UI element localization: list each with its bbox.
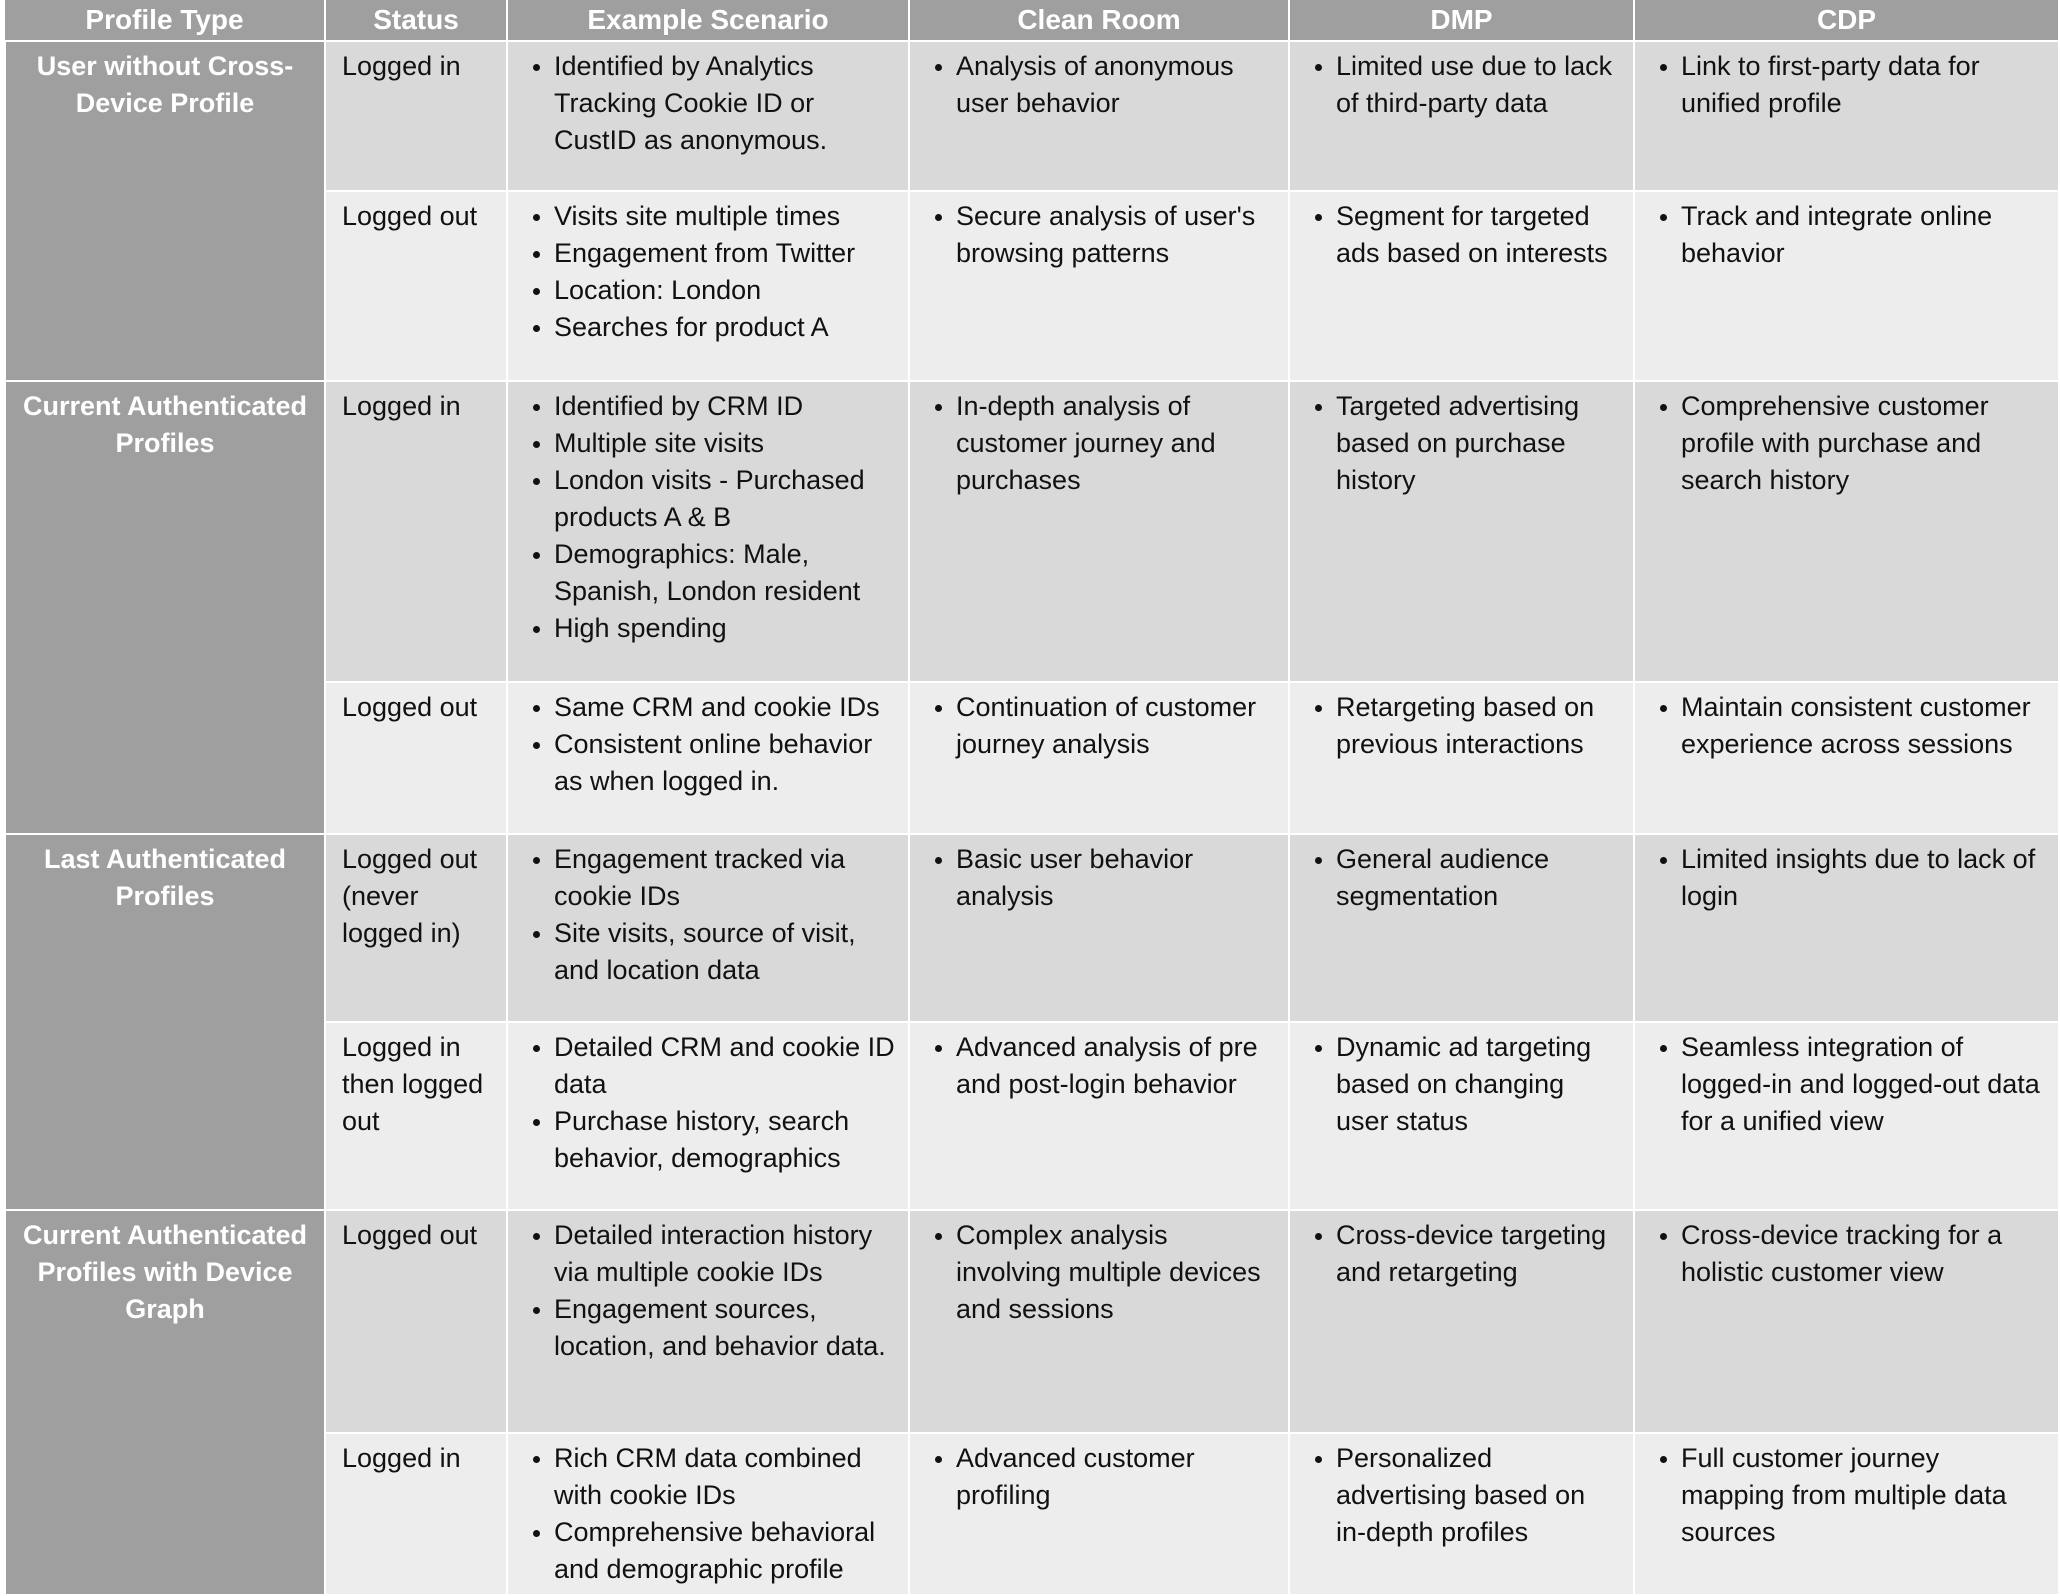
status-cell: Logged in	[325, 41, 507, 191]
bullet-item: • Targeted advertising based on purchase history	[1336, 388, 1621, 499]
status-cell: Logged out (never logged in)	[325, 834, 507, 1022]
header-status: Status	[325, 0, 507, 41]
bullet-list	[524, 388, 896, 647]
bullet-list	[926, 689, 1276, 763]
bullet-list	[926, 198, 1276, 272]
cdp-cell	[1634, 1433, 2059, 1595]
status-cell: Logged out	[325, 1210, 507, 1433]
scenario-cell	[507, 191, 909, 381]
clean-room-cell	[909, 834, 1289, 1022]
bullet-list	[926, 1029, 1276, 1103]
table-row	[5, 381, 2059, 682]
clean-room-cell	[909, 1210, 1289, 1433]
profile-type-cell: Current Authenticated Profiles	[5, 381, 325, 834]
cdp-cell	[1634, 381, 2059, 682]
bullet-item: • Comprehensive behavioral and demographic profile	[554, 1514, 896, 1588]
status-cell: Logged in	[325, 381, 507, 682]
clean-room-cell	[909, 41, 1289, 191]
bullet-list	[524, 1217, 896, 1365]
bullet-item: • Cross-device targeting and retargeting	[1336, 1217, 1621, 1291]
bullet-item: • Continuation of customer journey analysis	[956, 689, 1276, 763]
header-dmp: DMP	[1289, 0, 1634, 41]
bullet-item: • Maintain consistent customer experience across sessions	[1681, 689, 2046, 763]
bullet-item: • In-depth analysis of customer journey and purchases	[956, 388, 1276, 499]
profile-type-cell: User without Cross-Device Profile	[5, 41, 325, 381]
scenario-cell	[507, 834, 909, 1022]
profile-type-cell: Last Authenticated Profiles	[5, 834, 325, 1210]
bullet-list	[524, 48, 896, 159]
dmp-cell	[1289, 1022, 1634, 1210]
bullet-item: • Cross-device tracking for a holistic customer view	[1681, 1217, 2046, 1291]
cdp-cell	[1634, 1210, 2059, 1433]
bullet-item: • Site visits, source of visit, and location data	[554, 915, 896, 989]
bullet-item: • Retargeting based on previous interactions	[1336, 689, 1621, 763]
cdp-cell	[1634, 834, 2059, 1022]
clean-room-cell	[909, 381, 1289, 682]
clean-room-cell	[909, 191, 1289, 381]
bullet-item: • Demographics: Male, Spanish, London resident	[554, 536, 896, 610]
dmp-cell	[1289, 834, 1634, 1022]
scenario-cell	[507, 41, 909, 191]
bullet-list	[1306, 198, 1621, 272]
cdp-cell	[1634, 682, 2059, 834]
bullet-item: • Engagement tracked via cookie IDs	[554, 841, 896, 915]
status-cell: Logged out	[325, 682, 507, 834]
bullet-list	[524, 1440, 896, 1588]
status-cell: Logged out	[325, 191, 507, 381]
bullet-list	[926, 1217, 1276, 1328]
bullet-item: • Multiple site visits	[554, 425, 896, 462]
bullet-item: • Secure analysis of user's browsing patterns	[956, 198, 1276, 272]
bullet-list	[1651, 1440, 2046, 1551]
scenario-cell	[507, 1433, 909, 1595]
bullet-list	[524, 689, 896, 800]
bullet-item: • Detailed CRM and cookie ID data	[554, 1029, 896, 1103]
dmp-cell	[1289, 682, 1634, 834]
header-clean-room: Clean Room	[909, 0, 1289, 41]
bullet-item: • General audience segmentation	[1336, 841, 1621, 915]
bullet-item: • Engagement sources, location, and behavior data.	[554, 1291, 896, 1365]
bullet-item: • Location: London	[554, 272, 896, 309]
bullet-item: • Dynamic ad targeting based on changing user status	[1336, 1029, 1621, 1140]
dmp-cell	[1289, 191, 1634, 381]
bullet-list	[524, 198, 896, 346]
scenario-cell	[507, 1210, 909, 1433]
bullet-item: • Limited use due to lack of third-party data	[1336, 48, 1621, 122]
profile-type-cell: Current Authenticated Profiles with Device Graph	[5, 1210, 325, 1595]
clean-room-cell	[909, 1433, 1289, 1595]
bullet-list	[1651, 388, 2046, 499]
bullet-list	[524, 841, 896, 989]
header-row	[5, 0, 2059, 41]
bullet-list	[1651, 198, 2046, 272]
bullet-item: • Full customer journey mapping from multiple data sources	[1681, 1440, 2046, 1551]
bullet-item: • Advanced analysis of pre and post-login behavior	[956, 1029, 1276, 1103]
profile-comparison-table	[4, 0, 2060, 1596]
bullet-item: • London visits - Purchased products A & B	[554, 462, 896, 536]
dmp-cell	[1289, 1210, 1634, 1433]
bullet-list	[926, 388, 1276, 499]
bullet-list	[1651, 689, 2046, 763]
bullet-list	[1306, 1217, 1621, 1291]
bullet-item: • Basic user behavior analysis	[956, 841, 1276, 915]
scenario-cell	[507, 381, 909, 682]
table-row	[5, 1210, 2059, 1433]
bullet-item: • Engagement from Twitter	[554, 235, 896, 272]
bullet-item: • Detailed interaction history via multiple cookie IDs	[554, 1217, 896, 1291]
bullet-item: • Consistent online behavior as when logged in.	[554, 726, 896, 800]
bullet-item: • Purchase history, search behavior, demographics	[554, 1103, 896, 1177]
bullet-item: • Complex analysis involving multiple devices and sessions	[956, 1217, 1276, 1328]
scenario-cell	[507, 682, 909, 834]
cdp-cell	[1634, 191, 2059, 381]
clean-room-cell	[909, 1022, 1289, 1210]
bullet-item: • Rich CRM data combined with cookie IDs	[554, 1440, 896, 1514]
bullet-list	[926, 48, 1276, 122]
bullet-list	[1306, 1029, 1621, 1140]
status-cell: Logged in then logged out	[325, 1022, 507, 1210]
bullet-item: • Comprehensive customer profile with purchase and search history	[1681, 388, 2046, 499]
bullet-list	[1651, 1029, 2046, 1140]
table-row	[5, 41, 2059, 191]
cdp-cell	[1634, 1022, 2059, 1210]
header-example-scenario: Example Scenario	[507, 0, 909, 41]
bullet-item: • Segment for targeted ads based on interests	[1336, 198, 1621, 272]
bullet-item: • Track and integrate online behavior	[1681, 198, 2046, 272]
bullet-list	[524, 1029, 896, 1177]
header-profile-type: Profile Type	[5, 0, 325, 41]
bullet-list	[1306, 841, 1621, 915]
dmp-cell	[1289, 381, 1634, 682]
bullet-list	[1651, 1217, 2046, 1291]
bullet-item: • Identified by Analytics Tracking Cookie ID or CustID as anonymous.	[554, 48, 896, 159]
bullet-item: • Analysis of anonymous user behavior	[956, 48, 1276, 122]
bullet-list	[1306, 1440, 1621, 1551]
bullet-item: • Link to first-party data for unified profile	[1681, 48, 2046, 122]
bullet-item: • Searches for product A	[554, 309, 896, 346]
header-cdp: CDP	[1634, 0, 2059, 41]
bullet-list	[1306, 48, 1621, 122]
status-cell: Logged in	[325, 1433, 507, 1595]
bullet-item: • Visits site multiple times	[554, 198, 896, 235]
bullet-item: • Identified by CRM ID	[554, 388, 896, 425]
table-row	[5, 834, 2059, 1022]
bullet-list	[926, 841, 1276, 915]
bullet-item: • Seamless integration of logged-in and logged-out data for a unified view	[1681, 1029, 2046, 1140]
dmp-cell	[1289, 1433, 1634, 1595]
scenario-cell	[507, 1022, 909, 1210]
bullet-list	[926, 1440, 1276, 1514]
bullet-item: • High spending	[554, 610, 896, 647]
bullet-list	[1651, 48, 2046, 122]
dmp-cell	[1289, 41, 1634, 191]
bullet-list	[1651, 841, 2046, 915]
bullet-item: • Advanced customer profiling	[956, 1440, 1276, 1514]
bullet-list	[1306, 388, 1621, 499]
bullet-item: • Personalized advertising based on in-depth profiles	[1336, 1440, 1621, 1551]
bullet-item: • Same CRM and cookie IDs	[554, 689, 896, 726]
bullet-list	[1306, 689, 1621, 763]
clean-room-cell	[909, 682, 1289, 834]
bullet-item: • Limited insights due to lack of login	[1681, 841, 2046, 915]
table-body	[5, 41, 2059, 1595]
cdp-cell	[1634, 41, 2059, 191]
